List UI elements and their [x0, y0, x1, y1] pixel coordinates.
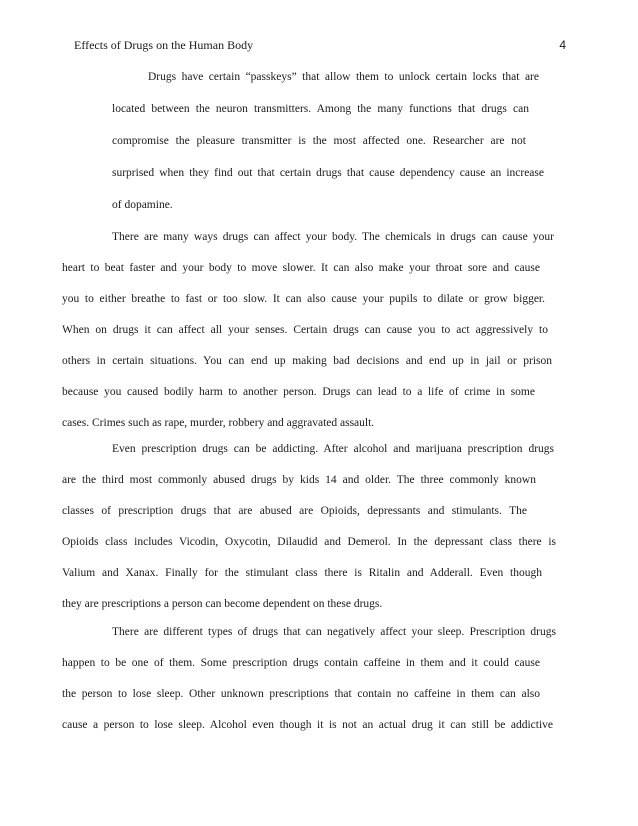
text-line: Drugs have certain “passkeys” that allow them to unlock certain locks that are [148, 71, 539, 83]
text-line: compromise the pleasure transmitter is the most affected one. Researcher are not [112, 135, 526, 147]
page-number: 4 [559, 38, 566, 52]
text-line: happen to be one of them. Some prescription drugs contain caffeine in them and it could cause [62, 657, 540, 669]
page-header [74, 38, 566, 54]
text-line: you to either breathe to fast or too slow. It can also cause your pupils to dilate or grow bigger. [62, 293, 545, 305]
text-line: Opioids class includes Vicodin, Oxycotin, Dilaudid and Demerol. In the depressant class there is [62, 536, 556, 548]
text-line: cases. Crimes such as rape, murder, robbery and aggravated assault. [62, 417, 375, 429]
text-line: There are many ways drugs can affect your body. The chemicals in drugs can cause your [112, 231, 554, 243]
text-line: because you caused bodily harm to another person. Drugs can lead to a life of crime in some [62, 386, 535, 398]
text-line: the person to lose sleep. Other unknown prescriptions that contain no caffeine in them can also [62, 688, 540, 700]
text-line: surprised when they find out that certain drugs that cause dependency cause an increase [112, 167, 544, 179]
text-line: Valium and Xanax. Finally for the stimulant class there is Ritalin and Adderall. Even though [62, 567, 542, 579]
text-line: Even prescription drugs can be addicting. After alcohol and marijuana prescription drugs [112, 443, 554, 455]
text-line: heart to beat faster and your body to move slower. It can also make your throat sore and cause [62, 262, 540, 274]
text-line: others in certain situations. You can end up making bad decisions and end up in jail or prison [62, 355, 552, 367]
text-line: they are prescriptions a person can become dependent on these drugs. [62, 598, 383, 610]
text-line: located between the neuron transmitters. Among the many functions that drugs can [112, 103, 529, 115]
running-head: Effects of Drugs on the Human Body [74, 38, 254, 52]
text-line: When on drugs it can affect all your senses. Certain drugs can cause you to act aggressively to [62, 324, 548, 336]
text-line: are the third most commonly abused drugs by kids 14 and older. The three commonly known [62, 474, 536, 486]
text-line: There are different types of drugs that can negatively affect your sleep. Prescription drugs [112, 626, 556, 638]
text-line: of dopamine. [112, 199, 173, 211]
text-line: classes of prescription drugs that are abused are Opioids, depressants and stimulants. The [62, 505, 527, 517]
text-line: cause a person to lose sleep. Alcohol even though it is not an actual drug it can still be addictive [62, 719, 553, 731]
